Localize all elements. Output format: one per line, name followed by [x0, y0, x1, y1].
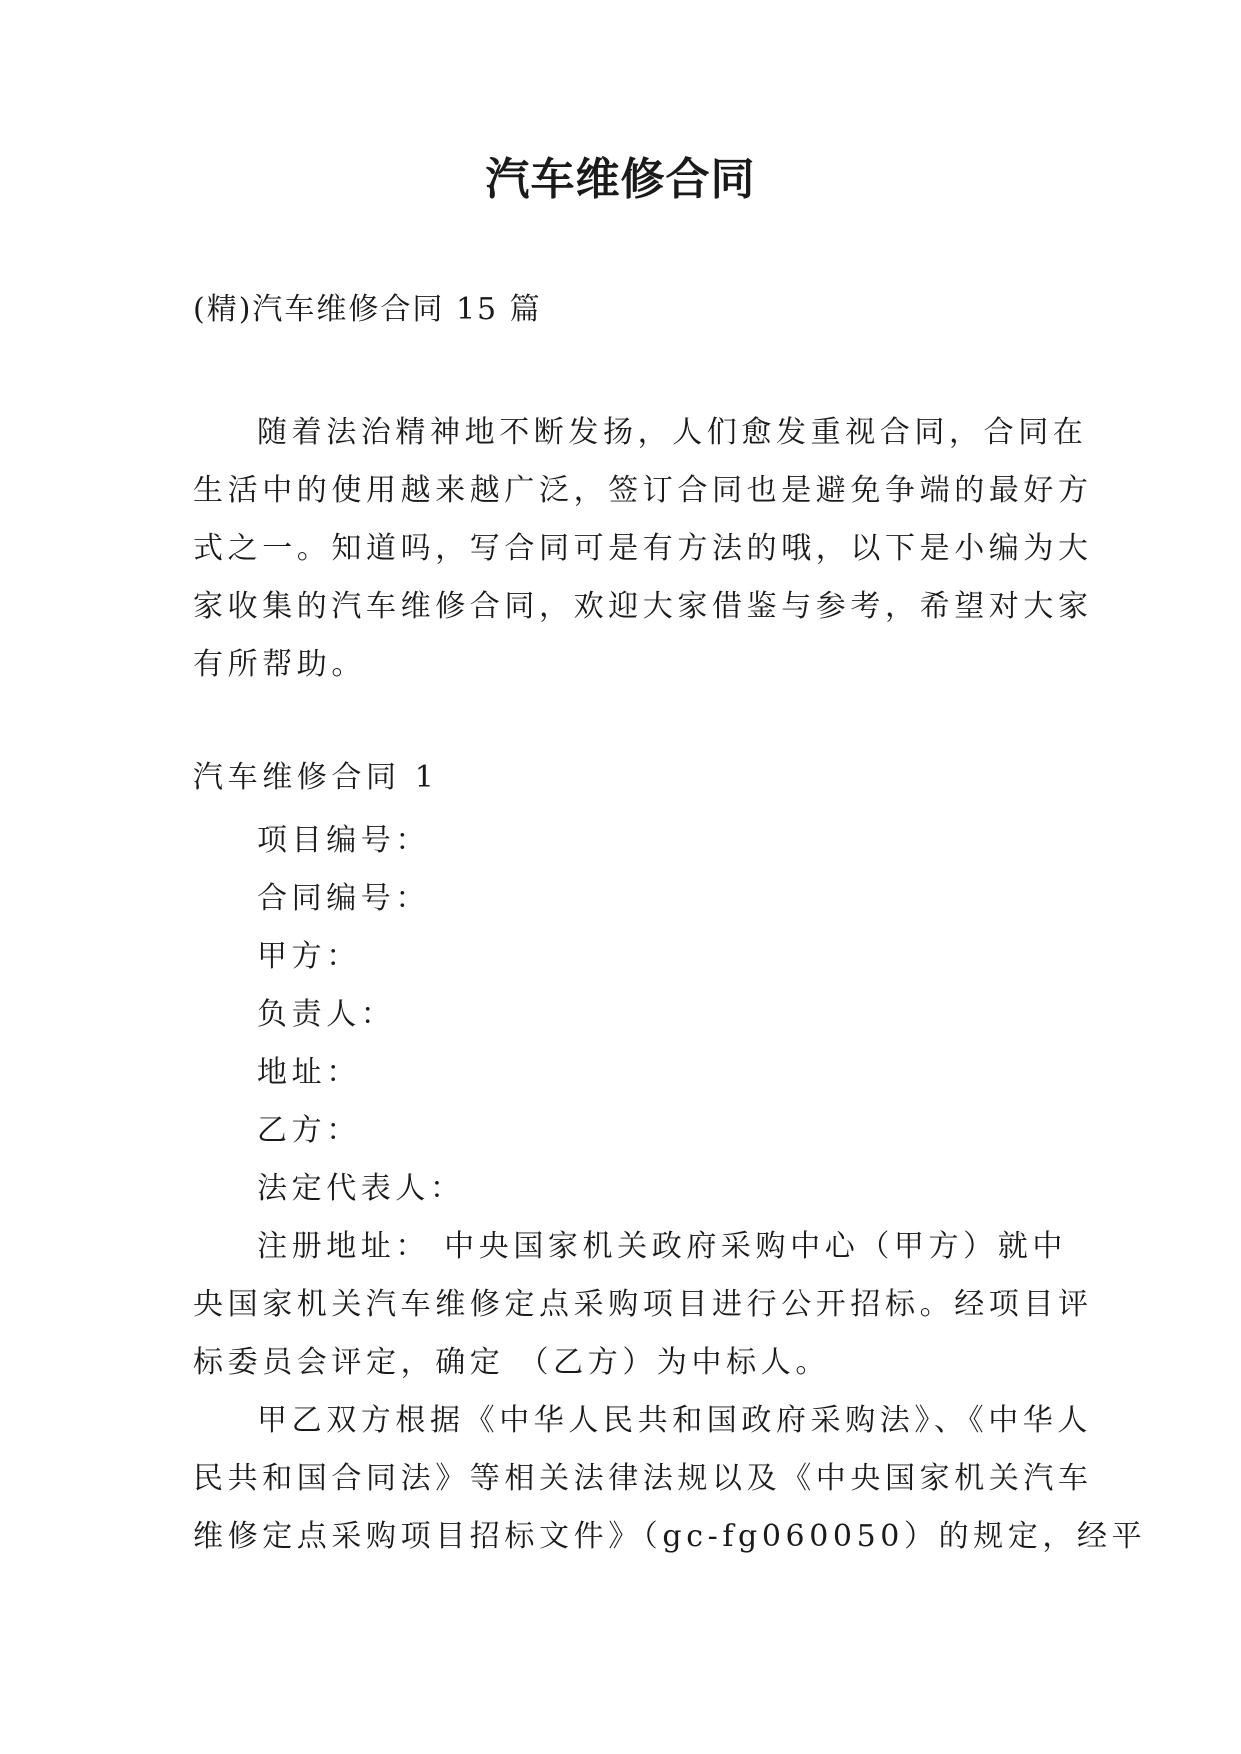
field-party-b: 乙方：: [257, 1113, 361, 1148]
section-heading: 汽车维修合同 1: [193, 760, 439, 795]
law-basis-line: 甲乙双方根据《中华人民共和国政府采购法》、《中华人: [257, 1403, 1092, 1438]
intro-line: 生活中的使用越来越广泛，签订合同也是避免争端的最好方: [193, 473, 1093, 508]
law-basis-line: 民共和国合同法》等相关法律法规以及《中央国家机关汽车: [193, 1461, 1093, 1496]
contract-field-list: [257, 812, 465, 1218]
intro-line: 式之一。知道吗，写合同可是有方法的哦，以下是小编为大: [193, 531, 1093, 566]
field-legal-representative: 法定代表人：: [257, 1171, 465, 1206]
field-address: 地址：: [257, 1055, 361, 1090]
field-party-a: 甲方：: [257, 939, 361, 974]
intro-paragraph: [193, 404, 1093, 694]
field-contract-number: 合同编号：: [257, 881, 430, 916]
field-project-number: 项目编号：: [257, 823, 430, 858]
registration-line: 注册地址： 中央国家机关政府采购中心（甲方）就中: [257, 1229, 1067, 1264]
document-subtitle: (精)汽车维修合同 15 篇: [193, 292, 542, 327]
intro-line: 家收集的汽车维修合同，欢迎大家借鉴与参考，希望对大家: [193, 589, 1093, 624]
registration-paragraph: [193, 1218, 1093, 1392]
law-basis-line: 维修定点采购项目招标文件》（gc-fg060050）的规定，经平: [193, 1519, 1147, 1554]
law-basis-paragraph: [193, 1392, 1147, 1566]
field-person-in-charge: 负责人：: [257, 997, 396, 1032]
intro-line: 有所帮助。: [193, 647, 366, 682]
document-title: 汽车维修合同: [485, 154, 756, 205]
registration-line: 标委员会评定，确定 （乙方）为中标人。: [193, 1345, 830, 1380]
registration-line: 央国家机关汽车维修定点采购项目进行公开招标。经项目评: [193, 1287, 1093, 1322]
intro-line: 随着法治精神地不断发扬，人们愈发重视合同，合同在: [257, 415, 1088, 450]
